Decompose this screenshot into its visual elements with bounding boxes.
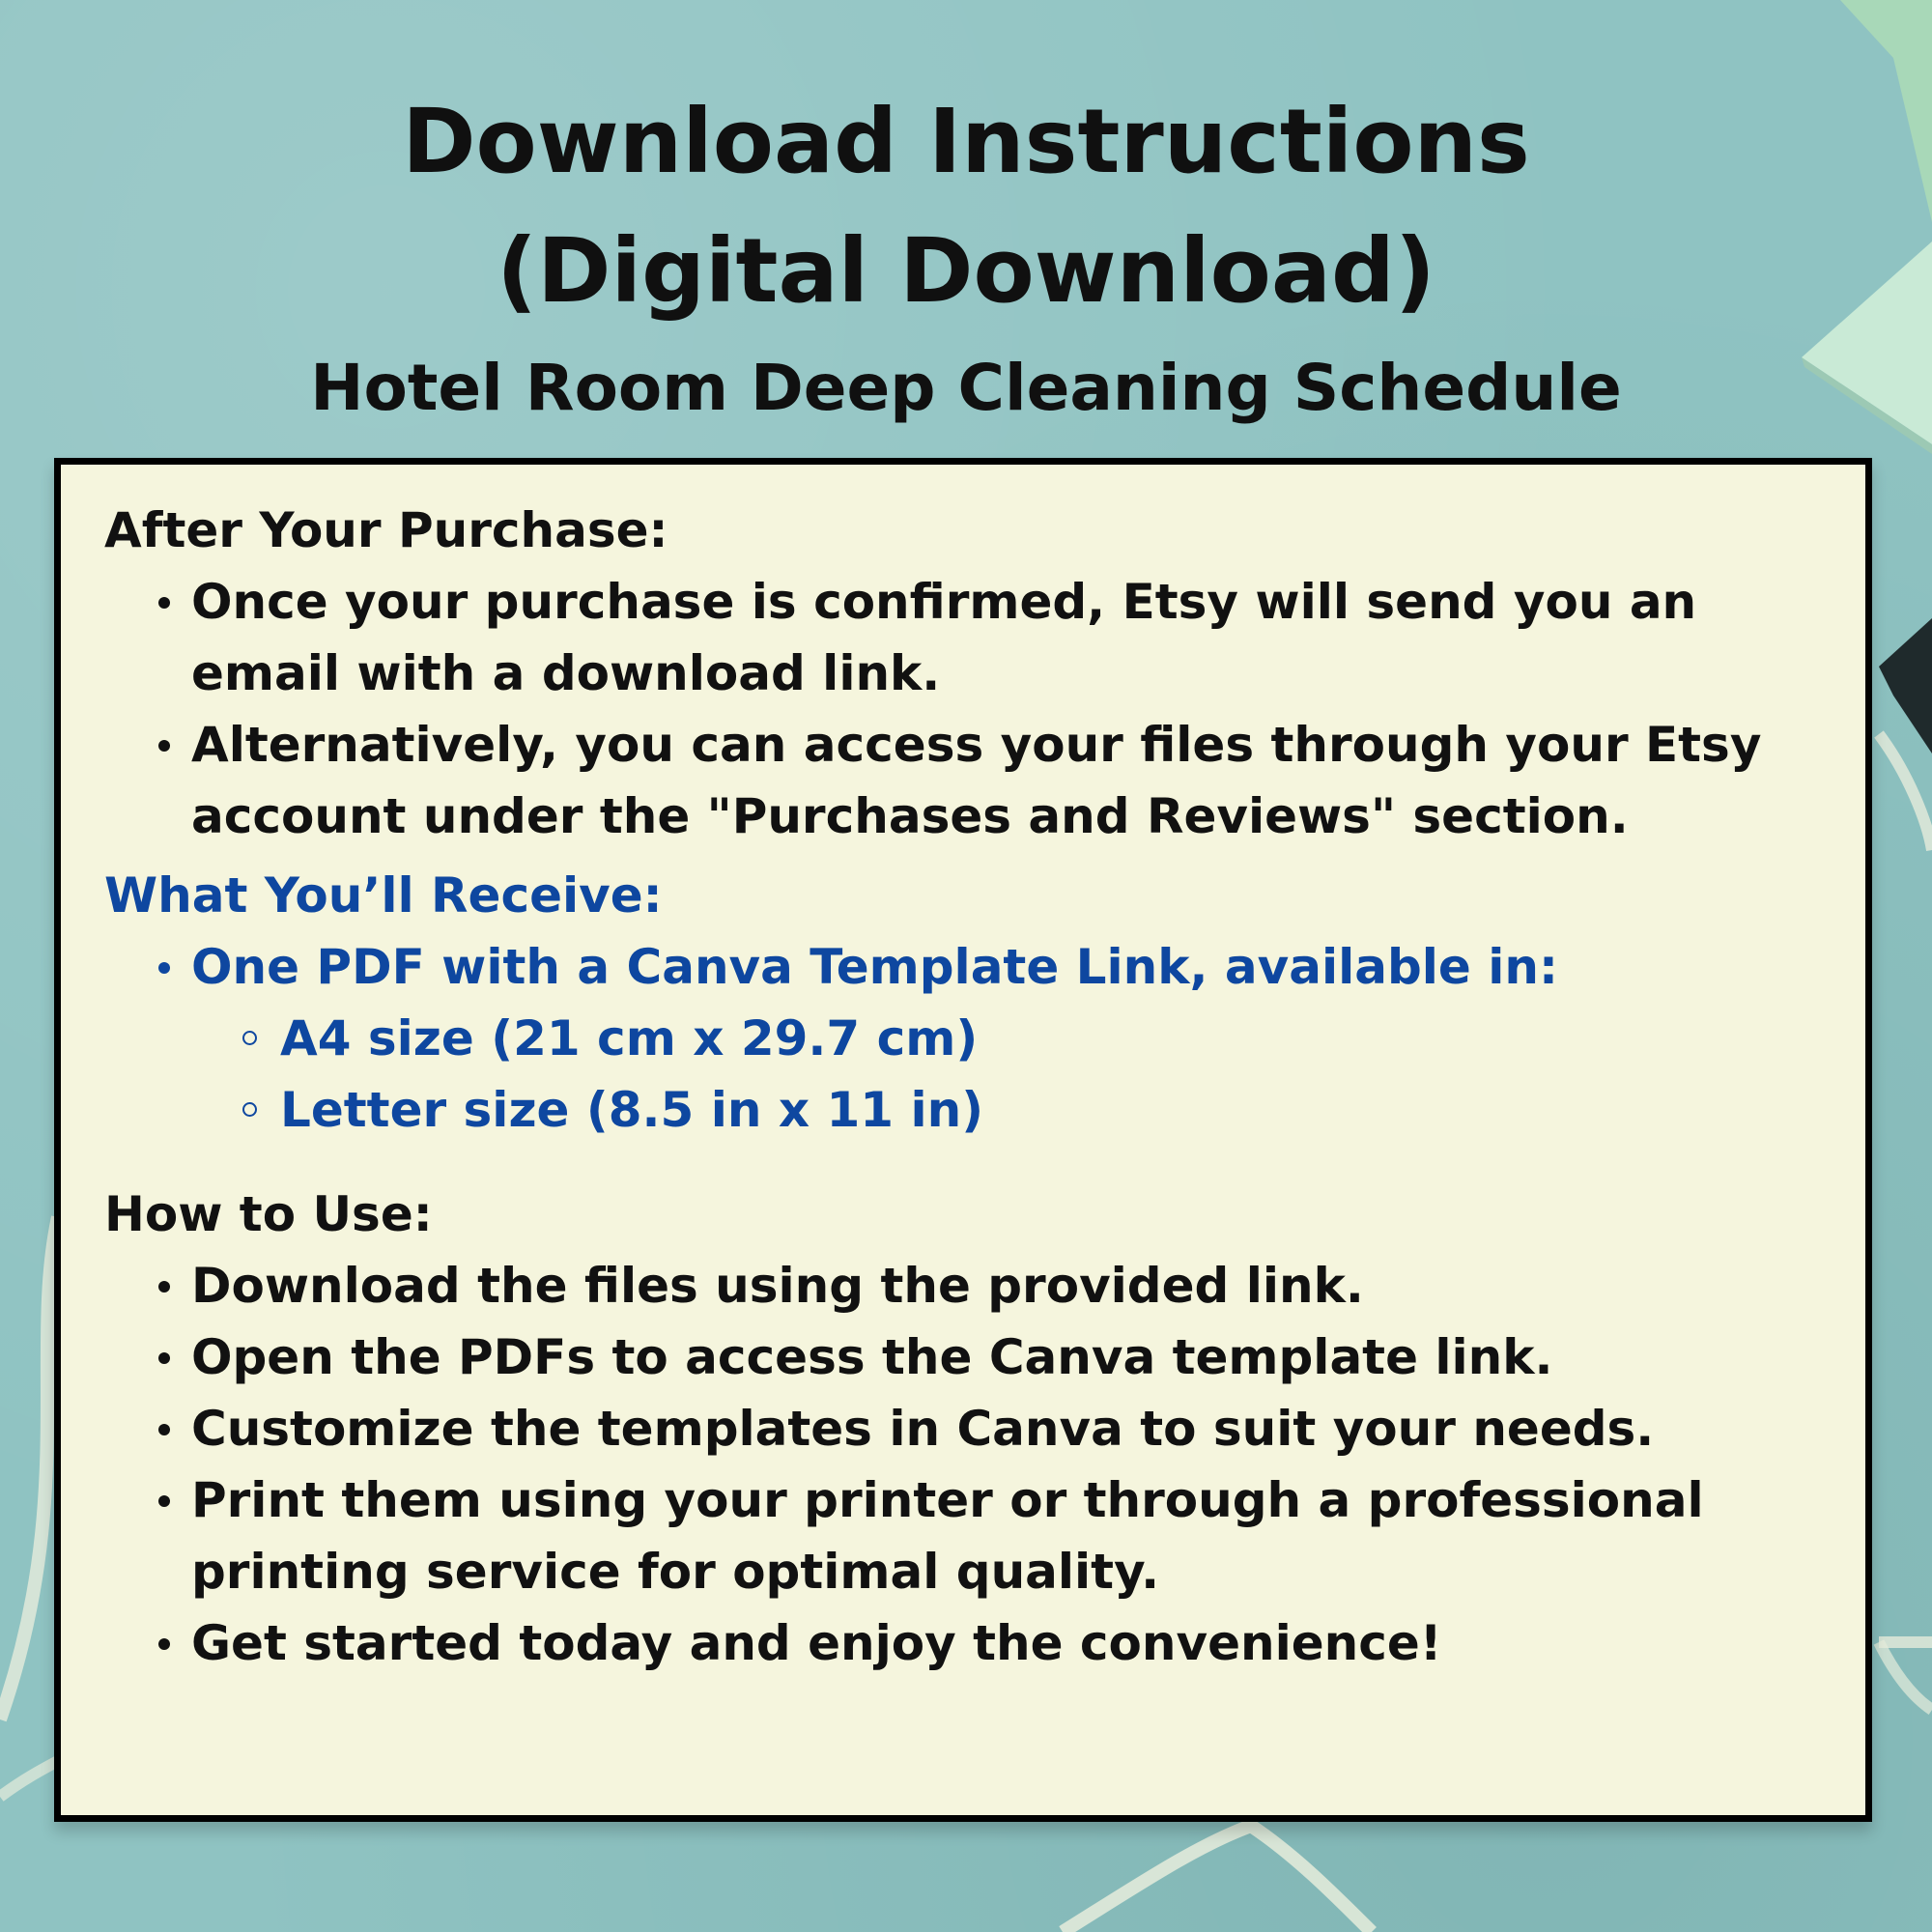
arc-line-right-2 bbox=[1879, 1642, 1932, 1710]
after-purchase-heading: After Your Purchase: bbox=[104, 502, 668, 558]
list-item: Alternatively, you can access your files through your Etsy account under the "Purchases and Reviews" section. bbox=[104, 709, 1804, 852]
sub-list-item: Letter size (8.5 in x 11 in) bbox=[104, 1074, 1804, 1146]
how-to-use-list bbox=[104, 1250, 1804, 1679]
product-subtitle: Hotel Room Deep Cleaning Schedule bbox=[310, 351, 1622, 425]
how-to-use-heading: How to Use: bbox=[104, 1186, 433, 1242]
list-item: Print them using your printer or through a professional printing service for optimal quality. bbox=[104, 1464, 1804, 1607]
list-item: Customize the templates in Canva to suit your needs. bbox=[104, 1393, 1804, 1464]
receive-heading: What You’ll Receive: bbox=[104, 867, 663, 923]
list-item: Get started today and enjoy the convenience! bbox=[104, 1607, 1804, 1679]
page-title-line-1: Download Instructions bbox=[402, 90, 1530, 193]
list-item: Download the files using the provided link. bbox=[104, 1250, 1804, 1321]
receive-list bbox=[104, 931, 1804, 1146]
pen-object bbox=[1879, 618, 1932, 753]
arc-line-bottom bbox=[1063, 1826, 1372, 1932]
instructions-content bbox=[104, 495, 1804, 1679]
after-purchase-list bbox=[104, 566, 1804, 852]
page-title-line-2: (Digital Download) bbox=[497, 219, 1435, 323]
sub-list-item: A4 size (21 cm x 29.7 cm) bbox=[104, 1003, 1804, 1074]
arc-line-left bbox=[0, 1217, 58, 1719]
arc-line-right bbox=[1879, 734, 1932, 850]
list-item: Open the PDFs to access the Canva template link. bbox=[104, 1321, 1804, 1393]
list-item: Once your purchase is confirmed, Etsy will send you an email with a download link. bbox=[104, 566, 1804, 709]
list-item: One PDF with a Canva Template Link, available in: bbox=[104, 931, 1804, 1003]
